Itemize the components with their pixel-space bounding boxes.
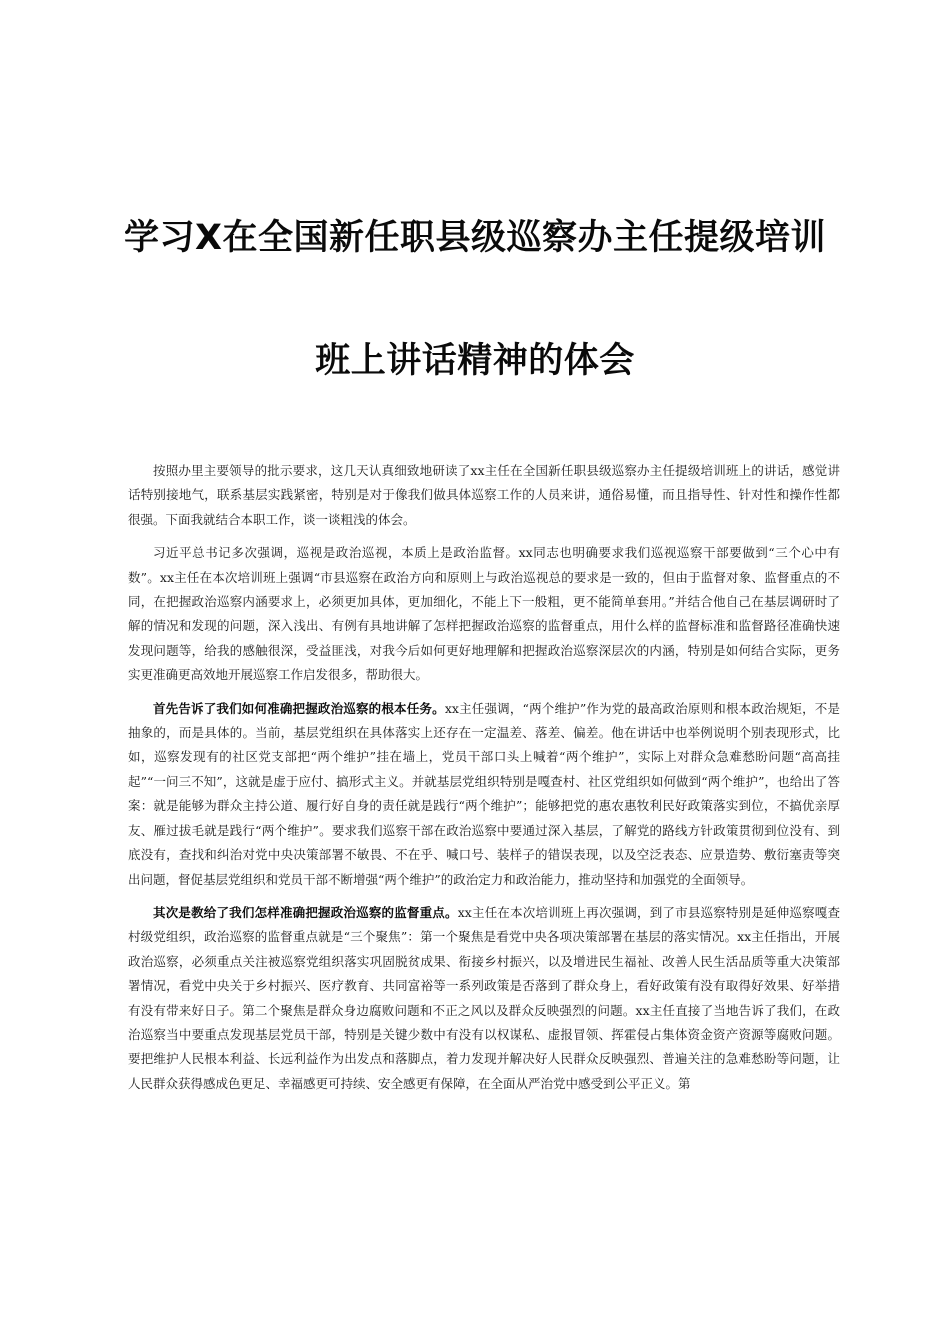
paragraph-background: [128, 541, 840, 687]
paragraph-point-one: [128, 697, 840, 892]
document-title-line-1: 学习X在全国新任职县级巡察办主任提级培训: [124, 218, 826, 258]
paragraph-text: 按照办里主要领导的批示要求，这几天认真细致地研读了xx主任在全国新任职县级巡察办主任提级培训班上的讲话，感觉讲话特别接地气，联系基层实践紧密，特别是对于像我们做具体巡察工作的人员来讲，通俗易懂，而且指导性、针对性和操作性都很强。下面我就结合本职工作，谈一谈粗浅的体会。: [128, 463, 840, 527]
paragraph-text: xx主任强调，“两个维护”作为党的最高政治原则和根本政治规矩，不是抽象的，而是具体的。当前，基层党组织在具体落实上还存在一定温差、落差、偏差。他在讲话中也举例说明个别表现形式，比如，巡察发现有的社区党支部把“两个维护”挂在墙上，党员干部口头上喊着“两个维护”，实际上对群众急难愁盼问题“高高挂起”“一问三不知”，这就是虚于应付、搞形式主义。并就基层党组织特别是嘎查村、社区党组织如何做到“两个维护”，也给出了答案：就是能够为群众主持公道、履行好自身的责任就是践行“两个维护”；能够把党的惠农惠牧利民好政策落实到位，不搞优亲厚友、雁过拔毛就是践行“两个维护”。要求我们巡察干部在政治巡察中要通过深入基层，了解党的路线方针政策贯彻到位没有、到底没有，查找和纠治对党中央决策部署不敏畏、不在乎、喊口号、装样子的错误表现，以及空泛表态、应景造势、敷衍塞责等突出问题，督促基层党组织和党员干部不断增强“两个维护”的政治定力和政治能力，推动坚持和加强党的全面领导。: [128, 700, 840, 887]
paragraph-lead: 其次是教给了我们怎样准确把握政治巡察的监督重点。: [153, 904, 458, 920]
paragraph-lead: 首先告诉了我们如何准确把握政治巡察的根本任务。: [153, 700, 445, 716]
paragraph-intro: [128, 459, 840, 532]
paragraph-text: 习近平总书记多次强调，巡视是政治巡视，本质上是政治监督。xx同志也明确要求我们巡视巡察干部要做到“三个心中有数”。xx主任在本次培训班上强调“市县巡察在政治方向和原则上与政治巡视总的要求是一致的，但由于监督对象、监督重点的不同，在把握政治巡察内涵要求上，必须更加具体，更加细化，不能上下一般粗，更不能简单套用。”并结合他自己在基层调研时了解的情况和发现的问题，深入浅出、有例有具地讲解了怎样把握政治巡察的监督重点，用什么样的监督标准和监督路径准确快速发现问题等，给我的感触很深，受益匪浅，对我今后如何更好地理解和把握政治巡察深层次的内涵，特别是如何结合实际，更务实更准确更高效地开展巡察工作启发很多，帮助很大。: [128, 545, 840, 683]
document-title-line-2: 班上讲话精神的体会: [315, 341, 635, 381]
document-body: [128, 459, 840, 1105]
paragraph-text: xx主任在本次培训班上再次强调，到了市县巡察特别是延伸巡察嘎查村级党组织，政治巡察的监督重点就是“三个聚焦”：第一个聚焦是看党中央各项决策部署在基层的落实情况。xx主任指出，开展政治巡察，必须重点关注被巡察党组织落实巩固脱贫成果、衔接乡村振兴，以及增进民生福祉、改善人民生活品质等重大决策部署情况，看党中央关于乡村振兴、医疗教育、共同富裕等一系列政策是否落到了群众身上，看好政策有没有取得好效果、好举措有没有带来好日子。第二个聚焦是群众身边腐败问题和不正之风以及群众反映强烈的问题。xx主任直接了当地告诉了我们，在政治巡察当中要重点发现基层党员干部，特别是关键少数中有没有以权谋私、虚报冒领、挥霍侵占集体资金资产资源等腐败问题。要把维护人民根本利益、长远利益作为出发点和落脚点，着力发现并解决好人民群众反映强烈、普遍关注的急难愁盼等问题，让人民群众获得感成色更足、幸福感更可持续、安全感更有保障，在全面从严治党中感受到公平正义。第: [128, 904, 840, 1091]
paragraph-point-two: [128, 901, 840, 1096]
